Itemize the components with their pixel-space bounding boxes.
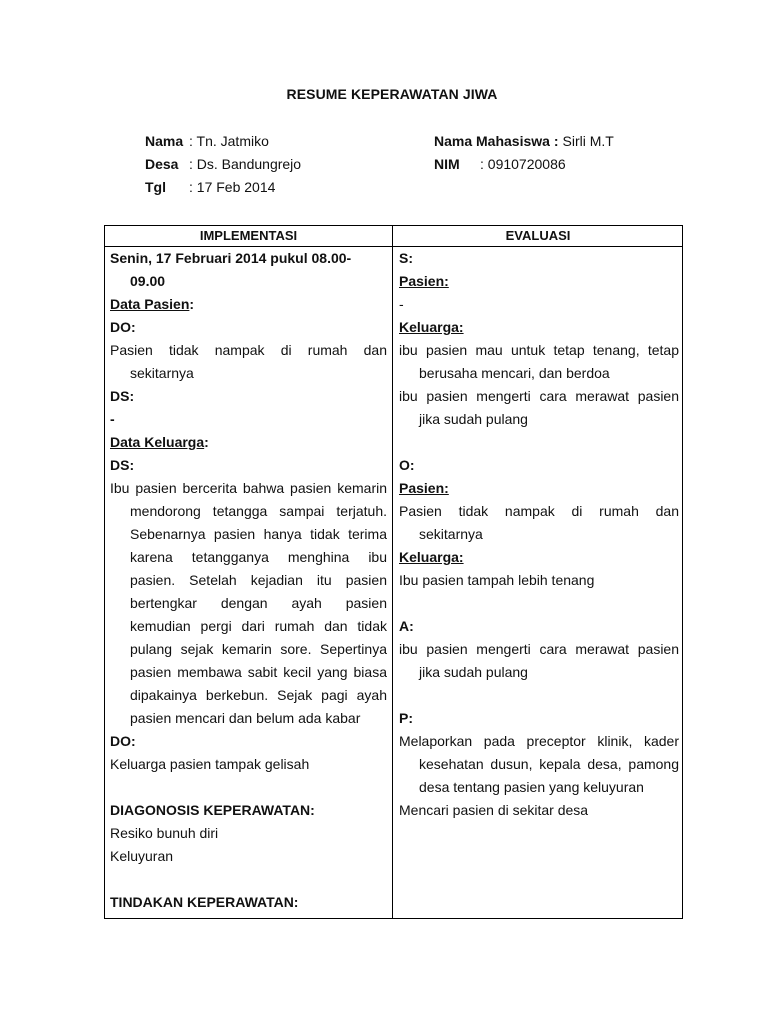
session-time: 09.00 xyxy=(130,273,166,289)
keluarga-s-label: Keluarga: xyxy=(399,319,464,335)
data-pasien-colon: : xyxy=(189,296,195,312)
mahasiswa-value: Sirli M.T xyxy=(562,133,614,149)
column-header-evaluasi: EVALUASI xyxy=(505,228,571,243)
mahasiswa-row xyxy=(434,130,614,153)
pasien-o-line: sekitarnya xyxy=(419,526,483,542)
p-line: desa tentang pasien yang keluyuran xyxy=(419,779,644,795)
ds-label: DS: xyxy=(110,388,135,404)
do-keluarga-text: Keluarga pasien tampak gelisah xyxy=(110,756,310,772)
tgl-value: : 17 Feb 2014 xyxy=(189,179,276,195)
ds-keluarga-line: Sebenarnya pasien hanya tidak terima xyxy=(130,526,387,542)
data-pasien-label: Data Pasien xyxy=(110,296,190,312)
data-keluarga-colon: : xyxy=(204,434,209,450)
ds-keluarga-line: karena tetangganya menghina ibu xyxy=(130,549,387,565)
pasien-s-text: - xyxy=(399,296,404,312)
a-line: ibu pasien mengerti cara merawat pasien xyxy=(399,641,679,657)
page-title: RESUME KEPERAWATAN JIWA xyxy=(286,86,498,102)
nama-label: Nama xyxy=(145,133,184,149)
patient-info xyxy=(145,130,301,199)
implementasi-column xyxy=(110,247,387,914)
ds-keluarga-line: dipakainya berkebun. Sejak pagi ayah xyxy=(130,687,387,703)
spacer xyxy=(399,684,679,707)
ds-keluarga-line: pulang sejak kemarin sore. Sepertinya xyxy=(130,641,387,657)
keluarga-o-label: Keluarga: xyxy=(399,549,464,565)
ds-keluarga-line: kemudian pergi dari rumah dan tidak xyxy=(130,618,387,634)
desa-row xyxy=(145,153,301,176)
ds-keluarga-line: Ibu pasien bercerita bahwa pasien kemarin xyxy=(110,480,387,496)
p-line: Mencari pasien di sekitar desa xyxy=(399,802,589,818)
spacer xyxy=(399,431,679,454)
pasien-s-label: Pasien: xyxy=(399,273,449,289)
nim-label: NIM xyxy=(434,156,460,172)
data-pasien-heading xyxy=(110,293,387,316)
tindakan-heading: TINDAKAN KEPERAWATAN: xyxy=(110,894,299,910)
desa-label: Desa xyxy=(145,156,179,172)
ds-keluarga-line: bertengkar dengan ayah pasien xyxy=(130,595,387,611)
keluarga-s-line: jika sudah pulang xyxy=(419,411,528,427)
do-label: DO: xyxy=(110,319,136,335)
keluarga-s-line: ibu pasien mau untuk tetap tenang, tetap xyxy=(399,342,679,358)
s-label: S: xyxy=(399,250,413,266)
keluarga-s-line: berusaha mencari, dan berdoa xyxy=(419,365,610,381)
diagnosis-heading: DIAGONOSIS KEPERAWATAN: xyxy=(110,802,315,818)
o-label: O: xyxy=(399,457,415,473)
ds-keluarga-line: pasien. Setelah kejadian itu pasien xyxy=(130,572,387,588)
resume-table xyxy=(104,225,683,919)
tgl-row xyxy=(145,176,301,199)
p-line: kesehatan dusun, kepala desa, pamong xyxy=(419,756,679,772)
ds-keluarga-line: pasien mencari dan belum ada kabar xyxy=(130,710,361,726)
spacer xyxy=(110,776,387,799)
pasien-o-label: Pasien: xyxy=(399,480,449,496)
column-divider xyxy=(392,226,393,918)
data-keluarga-heading xyxy=(110,431,387,454)
nama-row xyxy=(145,130,301,153)
student-info xyxy=(434,130,614,176)
do-text-line: sekitarnya xyxy=(130,365,194,381)
ds-keluarga-line: pasien membawa sabit kecil yang biasa xyxy=(130,664,387,680)
diagnosis-item: Keluyuran xyxy=(110,848,174,864)
tgl-label: Tgl xyxy=(145,179,166,195)
p-line: Melaporkan pada preceptor klinik, kader xyxy=(399,733,679,749)
nim-row xyxy=(434,153,614,176)
column-header-implementasi: IMPLEMENTASI xyxy=(199,228,298,243)
do-text-line: Pasien tidak nampak di rumah dan xyxy=(110,342,387,358)
do-keluarga-label: DO: xyxy=(110,733,136,749)
evaluasi-column xyxy=(399,247,679,822)
spacer xyxy=(110,868,387,891)
diagnosis-item: Resiko bunuh diri xyxy=(110,825,219,841)
p-label: P: xyxy=(399,710,413,726)
desa-value: : Ds. Bandungrejo xyxy=(189,156,302,172)
ds-keluarga-label: DS: xyxy=(110,457,135,473)
nama-value: : Tn. Jatmiko xyxy=(189,133,269,149)
nim-value: : 0910720086 xyxy=(480,156,566,172)
data-keluarga-label: Data Keluarga xyxy=(110,434,205,450)
a-label: A: xyxy=(399,618,414,634)
pasien-o-line: Pasien tidak nampak di rumah dan xyxy=(399,503,679,519)
ds-text: - xyxy=(110,411,115,427)
keluarga-o-line: Ibu pasien tampah lebih tenang xyxy=(399,572,595,588)
spacer xyxy=(399,592,679,615)
ds-keluarga-line: mendorong tetangga sampai terjatuh. xyxy=(130,503,387,519)
mahasiswa-label: Nama Mahasiswa : xyxy=(434,133,559,149)
session-date: Senin, 17 Februari 2014 pukul 08.00- xyxy=(110,250,352,266)
a-line: jika sudah pulang xyxy=(419,664,528,680)
keluarga-s-line: ibu pasien mengerti cara merawat pasien xyxy=(399,388,679,404)
